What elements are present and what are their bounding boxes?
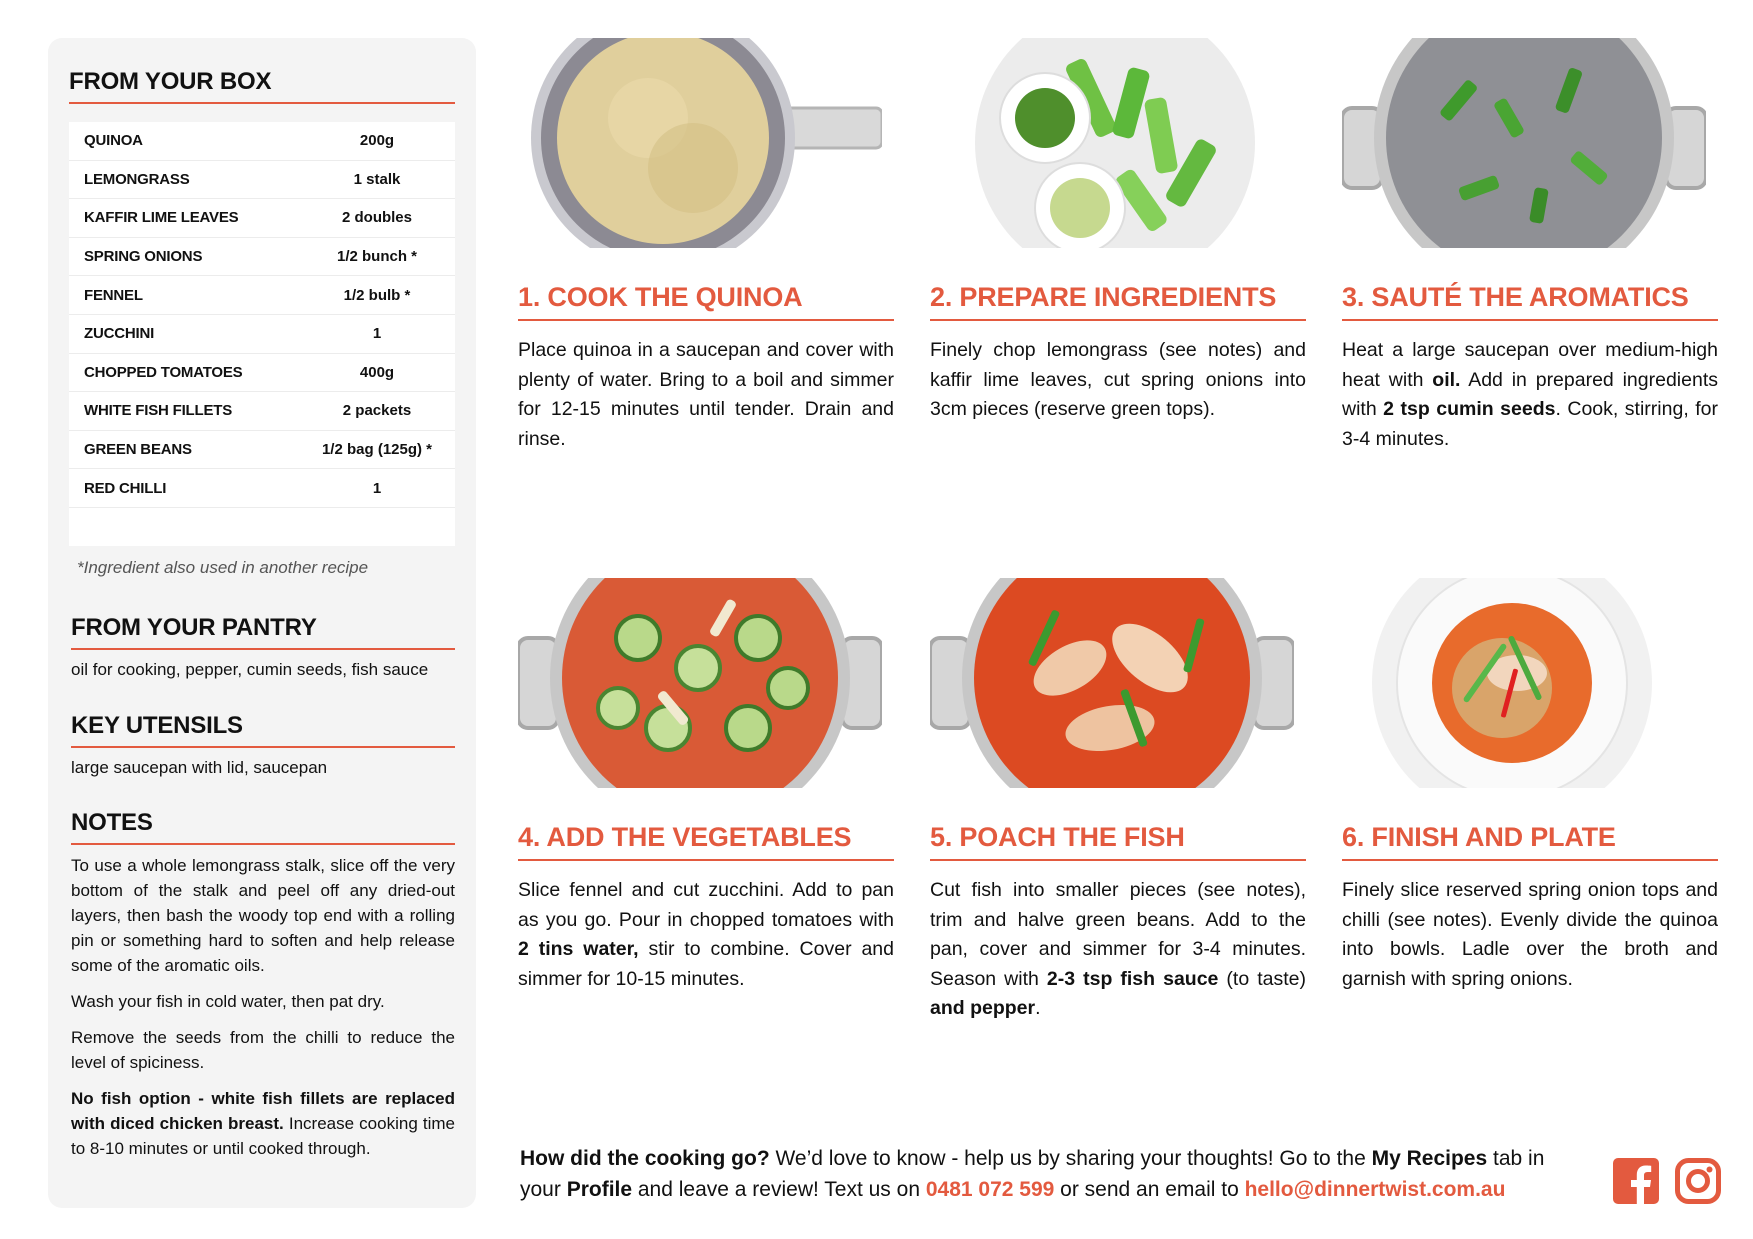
step-3-oil: oil. bbox=[1432, 368, 1461, 391]
ingredient-row bbox=[69, 238, 455, 277]
ingredient-name: QUINOA bbox=[84, 132, 143, 150]
ingredient-qty: 200g bbox=[359, 132, 395, 150]
ingredient-name: WHITE FISH FILLETS bbox=[84, 402, 233, 420]
ingredient-name: LEMONGRASS bbox=[84, 170, 190, 188]
step-3-text bbox=[1342, 336, 1718, 454]
ingredient-qty: 2 doubles bbox=[341, 209, 412, 227]
step-1 bbox=[518, 38, 894, 454]
note-no-fish-option bbox=[71, 1086, 455, 1161]
step-4-text bbox=[518, 876, 894, 994]
note-no-fish-rest: Increase cooking time to 8-10 minutes or until cooked through. bbox=[71, 1114, 455, 1158]
saute-aromatics-photo bbox=[1342, 38, 1706, 248]
ingredient-name: SPRING ONIONS bbox=[84, 248, 203, 266]
ingredient-row bbox=[69, 122, 455, 161]
ingredient-footnote: *Ingredient also used in another recipe bbox=[77, 558, 369, 577]
step-3-text-1: Heat a large saucepan over medium-high heat with bbox=[1342, 339, 1718, 391]
step-4-text-2: stir to combine. Cover and simmer for 10-15 minutes. bbox=[518, 938, 894, 990]
pantry-items: oil for cooking, pepper, cumin seeds, fish sauce bbox=[71, 660, 429, 679]
step-5 bbox=[930, 578, 1306, 1024]
step-5-fish-sauce: 2-3 tsp fish sauce bbox=[1046, 967, 1219, 990]
ingredients-sidebar bbox=[48, 38, 476, 1208]
step-3 bbox=[1342, 38, 1718, 454]
step-6-title: 6. FINISH AND PLATE bbox=[1342, 822, 1718, 861]
ingredient-qty: 1 stalk bbox=[353, 170, 401, 188]
ingredient-name: RED CHILLI bbox=[84, 479, 167, 497]
from-your-box-heading: FROM YOUR BOX bbox=[69, 68, 455, 104]
feedback-text-1: We’d love to know - help us by sharing your thoughts! Go to the bbox=[769, 1147, 1372, 1170]
key-utensils-heading: KEY UTENSILS bbox=[71, 712, 455, 748]
step-1-title: 1. COOK THE QUINOA bbox=[518, 282, 894, 321]
ingredient-name: FENNEL bbox=[84, 286, 143, 304]
add-vegetables-photo bbox=[518, 578, 882, 788]
ingredient-qty: 1/2 bag (125g) * bbox=[321, 441, 433, 459]
step-5-text-2: (to taste) bbox=[1218, 967, 1306, 990]
feedback-message bbox=[520, 1143, 1580, 1205]
ingredient-row bbox=[69, 161, 455, 200]
ingredient-qty: 1 bbox=[372, 325, 382, 343]
step-2 bbox=[930, 38, 1306, 425]
step-2-text bbox=[930, 336, 1306, 425]
ingredient-name: ZUCCHINI bbox=[84, 325, 155, 343]
ingredient-qty: 2 packets bbox=[342, 402, 412, 420]
step-1-text bbox=[518, 336, 894, 454]
feedback-text-2: tab in your bbox=[520, 1147, 1545, 1201]
step-3-text-2: Add in prepared ingredients with bbox=[1342, 368, 1718, 420]
ingredient-qty: 400g bbox=[359, 363, 395, 381]
email-link[interactable]: hello@dinnertwist.com.au bbox=[1244, 1178, 1506, 1201]
from-your-pantry-heading: FROM YOUR PANTRY bbox=[71, 614, 455, 650]
phone-number-link[interactable]: 0481 072 599 bbox=[925, 1178, 1055, 1201]
ingredient-row bbox=[69, 469, 455, 508]
ingredient-row bbox=[69, 431, 455, 470]
note-no-fish-bold: No fish option - white fish fillets are replaced with diced chicken breast. bbox=[71, 1089, 455, 1133]
feedback-question: How did the cooking go? bbox=[520, 1147, 770, 1170]
ingredient-row bbox=[69, 392, 455, 431]
prepared-ingredients-photo bbox=[930, 38, 1294, 248]
step-2-text-body: Finely chop lemongrass (see notes) and kaffir lime leaves, cut spring onions into 3cm pieces (reserve green tops). bbox=[930, 339, 1306, 420]
ingredient-row bbox=[69, 276, 455, 315]
profile-label: Profile bbox=[566, 1178, 633, 1201]
ingredient-name: KAFFIR LIME LEAVES bbox=[84, 209, 239, 227]
step-3-title: 3. SAUTÉ THE AROMATICS bbox=[1342, 282, 1718, 321]
step-6-text bbox=[1342, 876, 1718, 994]
ingredient-qty: 1 bbox=[372, 479, 382, 497]
step-4-title: 4. ADD THE VEGETABLES bbox=[518, 822, 894, 861]
step-2-title: 2. PREPARE INGREDIENTS bbox=[930, 282, 1306, 321]
step-4-water: 2 tins water, bbox=[518, 938, 639, 960]
ingredient-name: CHOPPED TOMATOES bbox=[84, 363, 243, 381]
ingredient-qty: 1/2 bulb * bbox=[343, 286, 411, 304]
utensils-items: large saucepan with lid, saucepan bbox=[71, 758, 328, 777]
quinoa-strainer-photo bbox=[518, 38, 882, 248]
step-5-pepper: and pepper bbox=[930, 997, 1036, 1019]
ingredients-table bbox=[69, 122, 455, 546]
ingredient-name: GREEN BEANS bbox=[84, 441, 192, 459]
ingredient-row bbox=[69, 315, 455, 354]
poach-fish-photo bbox=[930, 578, 1294, 788]
feedback-text-3: and leave a review! Text us on bbox=[632, 1178, 926, 1201]
step-1-text-body: Place quinoa in a saucepan and cover with plenty of water. Bring to a boil and simmer for 12-15 minutes until tender. Drain and rinse. bbox=[518, 339, 894, 450]
instagram-icon[interactable] bbox=[1675, 1158, 1721, 1204]
step-4 bbox=[518, 578, 894, 994]
ingredient-row bbox=[69, 199, 455, 238]
feedback-text-4: or send an email to bbox=[1054, 1178, 1245, 1201]
note-chilli: Remove the seeds from the chilli to reduce the level of spiciness. bbox=[71, 1028, 455, 1072]
step-6 bbox=[1342, 578, 1718, 994]
note-lemongrass: To use a whole lemongrass stalk, slice off the very bottom of the stalk and peel off any dried-out layers, then bash the woody top end with a rolling pin or something hard to soften and help release some of the aromatic oils. bbox=[71, 856, 455, 975]
step-5-title: 5. POACH THE FISH bbox=[930, 822, 1306, 861]
step-4-text-1: Slice fennel and cut zucchini. Add to pan as you go. Pour in chopped tomatoes with bbox=[518, 879, 894, 931]
note-fish: Wash your fish in cold water, then pat dry. bbox=[71, 992, 385, 1011]
notes-body bbox=[71, 853, 455, 1172]
my-recipes-label: My Recipes bbox=[1371, 1147, 1488, 1170]
finished-plate-photo bbox=[1342, 578, 1706, 788]
notes-heading: NOTES bbox=[71, 809, 455, 845]
step-6-text-body: Finely slice reserved spring onion tops and chilli (see notes). Evenly divide the quinoa into bowls. Ladle over the broth and garnish with spring onions. bbox=[1342, 879, 1718, 990]
step-5-text bbox=[930, 876, 1306, 1024]
step-5-text-3: . bbox=[1035, 997, 1041, 1019]
step-3-cumin: 2 tsp cumin seeds bbox=[1383, 398, 1556, 420]
ingredient-row bbox=[69, 354, 455, 393]
step-5-text-1: Cut fish into smaller pieces (see notes), trim and halve green beans. Add to the pan, cover and simmer for 3-4 minutes. Season with bbox=[930, 879, 1306, 990]
facebook-icon[interactable] bbox=[1613, 1158, 1659, 1204]
ingredient-qty: 1/2 bunch * bbox=[336, 248, 418, 266]
step-3-text-3: . Cook, stirring, for 3-4 minutes. bbox=[1342, 398, 1718, 450]
